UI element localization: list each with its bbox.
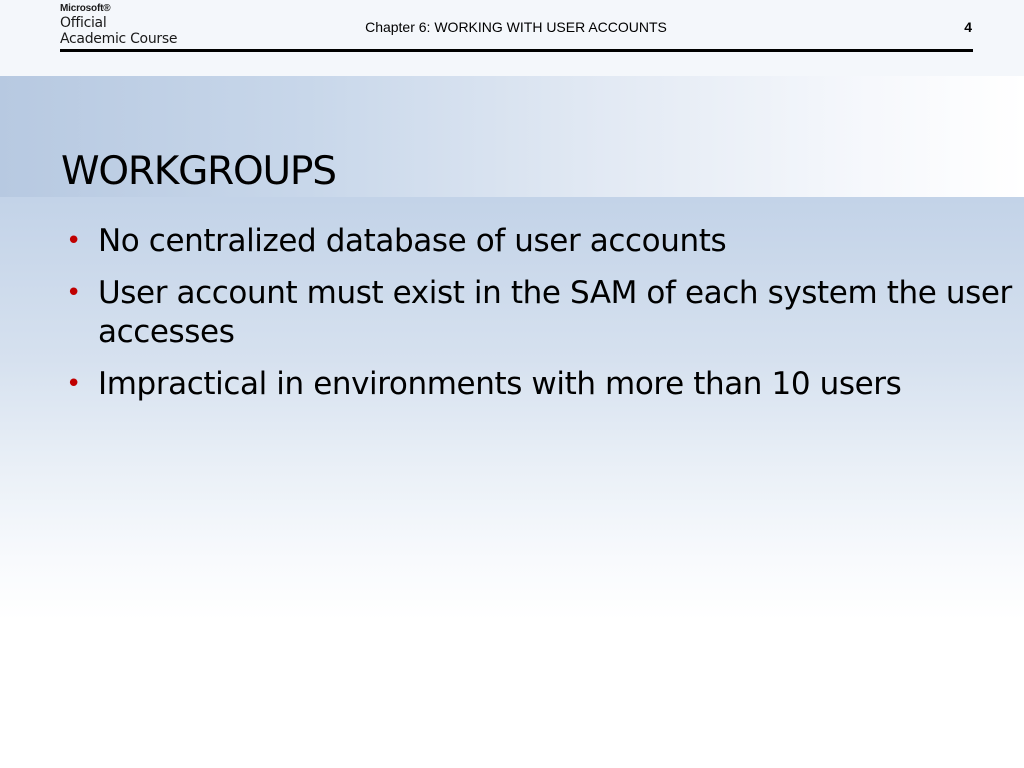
- page-number: 4: [964, 19, 972, 35]
- bullet-icon: •: [66, 369, 81, 399]
- slide-title: WORKGROUPS: [61, 149, 336, 194]
- chapter-title: Chapter 6: WORKING WITH USER ACCOUNTS: [365, 19, 667, 35]
- logo-line-1: Official: [60, 15, 107, 31]
- bullet-text: Impractical in environments with more than 10 users: [98, 366, 902, 402]
- bullet-item: [66, 222, 1016, 261]
- logo-line-2: Academic Course: [60, 31, 178, 47]
- bullet-text: No centralized database of user accounts: [98, 223, 727, 259]
- bullet-item: [66, 365, 1016, 404]
- bullet-text: User account must exist in the SAM of each system the user accesses: [98, 275, 1012, 350]
- logo-brand: Microsoft®: [60, 3, 111, 14]
- header-divider: [60, 49, 973, 52]
- bullet-item: [66, 274, 1016, 352]
- bullet-icon: •: [66, 278, 81, 308]
- bullet-list: [66, 222, 1016, 417]
- bullet-icon: •: [66, 226, 81, 256]
